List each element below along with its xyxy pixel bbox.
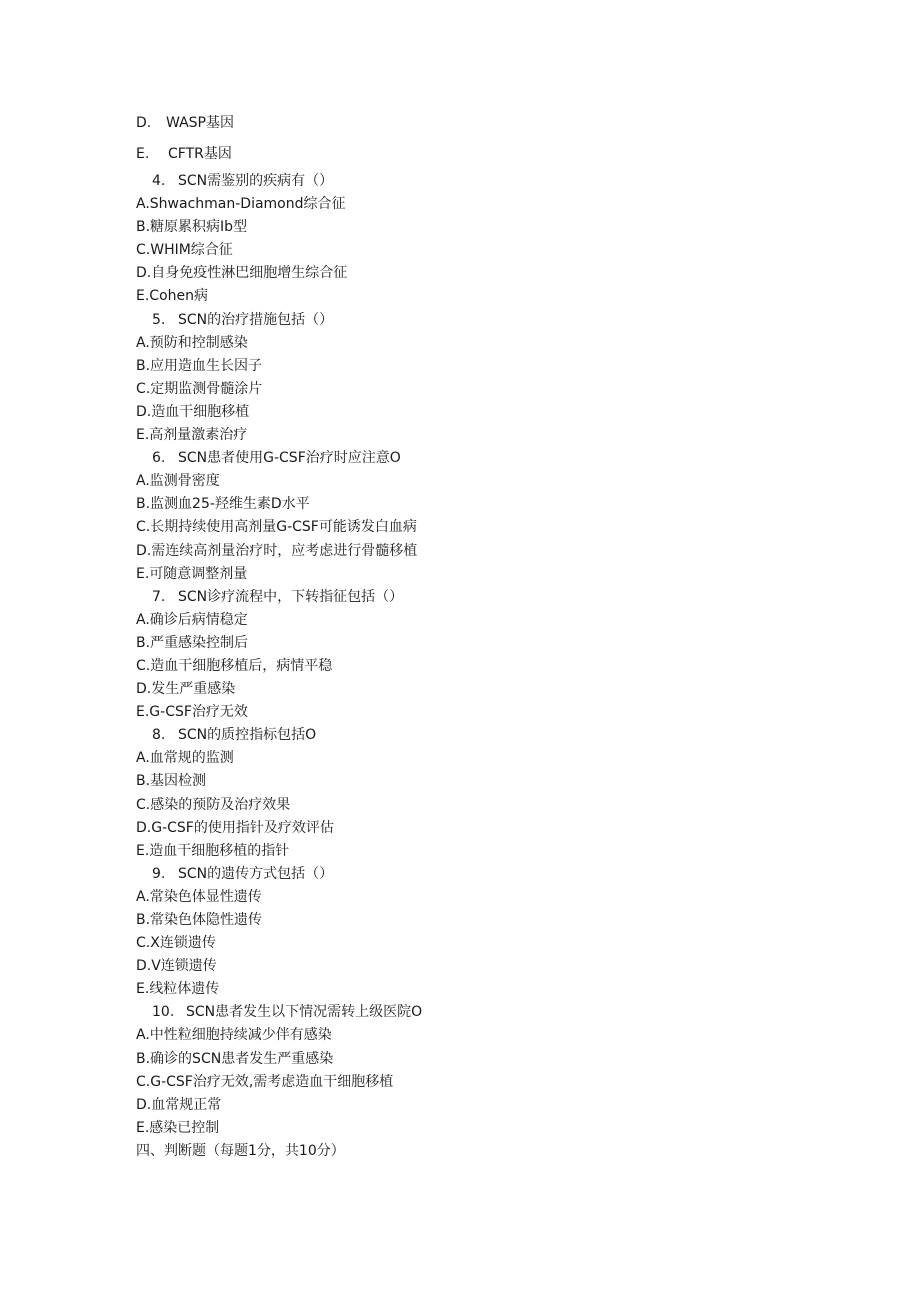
question-text: SCN需鉴别的疾病有（） [178,173,334,189]
answer-option: E.线粒体遗传 [136,981,220,998]
question-number: 5. [152,311,166,328]
question-number: 8. [152,727,166,744]
question-text: SCN患者发生以下情况需转上级医院O [186,1004,423,1021]
question-number: 4. [152,173,166,189]
option-line [136,108,836,139]
answer-option: B.确诊的SCN患者发生严重感染 [136,1050,334,1067]
section-heading: 四、判断题（每题1分，共10分） [136,1142,345,1159]
answer-option: D.血常规正常 [136,1096,222,1113]
answer-option: D.发生严重感染 [136,681,236,698]
question-block [136,447,836,586]
answer-option: E.造血干细胞移植的指针 [136,842,290,859]
question-block [136,1001,836,1140]
answer-option: B.基因检测 [136,773,207,790]
answer-option: E.Cohen病 [136,288,208,305]
answer-option: E.感染已控制 [136,1119,220,1136]
question-text: SCN的质控指标包括O [178,727,317,744]
answer-option: B.应用造血生长因子 [136,357,263,374]
question-stem [136,1001,836,1024]
question-stem [136,863,836,886]
question-block [136,724,836,863]
answer-option: B.常染色体隐性遗传 [136,912,263,928]
question-stem [136,170,836,193]
answer-option: C.G-CSF治疗无效,需考虑造血干细胞移植 [136,1073,394,1090]
option-text: CFTR基因 [168,146,232,162]
question-block [136,170,836,309]
question-stem [136,586,836,609]
answer-option: C.WHIM综合征 [136,242,233,259]
question-number: 6. [152,450,166,467]
answer-option: E.G-CSF治疗无效 [136,704,248,721]
question-stem [136,724,836,747]
question-stem [136,447,836,470]
question-stem [136,309,836,332]
answer-option: D.G-CSF的使用指针及疗效评估 [136,819,334,836]
question-list [136,170,836,1140]
answer-option: A.Shwachman-Diamond综合征 [136,196,346,213]
question-block [136,863,836,1002]
answer-option: D.造血干细胞移植 [136,403,250,420]
option-letter: E. [136,146,150,162]
option-letter: D. [136,115,152,131]
option-line [136,139,836,170]
question-text: SCN的治疗措施包括（） [178,311,334,328]
answer-option: C.长期持续使用高剂量G-CSF可能诱发白血病 [136,519,417,536]
answer-option: C.定期监测骨髓涂片 [136,380,263,397]
answer-option: C.X连锁遗传 [136,935,216,952]
answer-option: A.预防和控制感染 [136,334,248,351]
answer-option: A.常染色体显性遗传 [136,888,262,905]
answer-option: D.V连锁遗传 [136,958,217,975]
document-body [136,108,836,1163]
answer-option: A.血常规的监测 [136,750,234,767]
question-number: 10. [152,1004,175,1021]
option-text: WASP基因 [166,115,234,131]
question-block [136,309,836,448]
answer-option: E.高剂量激素治疗 [136,427,248,444]
top-options [136,108,836,170]
question-number: 9. [152,865,166,882]
answer-option: C.造血干细胞移植后，病情平稳 [136,657,333,674]
answer-option: A.监测骨密度 [136,473,220,490]
question-text: SCN诊疗流程中，下转指征包括（） [178,588,404,605]
answer-option: B.糖原累积病Ib型 [136,219,248,236]
answer-option: C.感染的预防及治疗效果 [136,796,291,813]
question-text: SCN的遗传方式包括（） [178,865,334,882]
answer-option: D.自身免疫性淋巴细胞增生综合征 [136,265,348,282]
question-number: 7. [152,588,166,605]
answer-option: B.严重感染控制后 [136,634,249,651]
question-block [136,586,836,725]
answer-option: D.需连续高剂量治疗时，应考虑进行骨髓移植 [136,542,418,559]
question-text: SCN患者使用G-CSF治疗时应注意O [178,450,401,467]
answer-option: A.中性粒细胞持续减少伴有感染 [136,1027,332,1044]
answer-option: B.监测血25-羟维生素D水平 [136,496,310,513]
answer-option: A.确诊后病情稳定 [136,611,248,628]
answer-option: E.可随意调整剂量 [136,565,248,582]
